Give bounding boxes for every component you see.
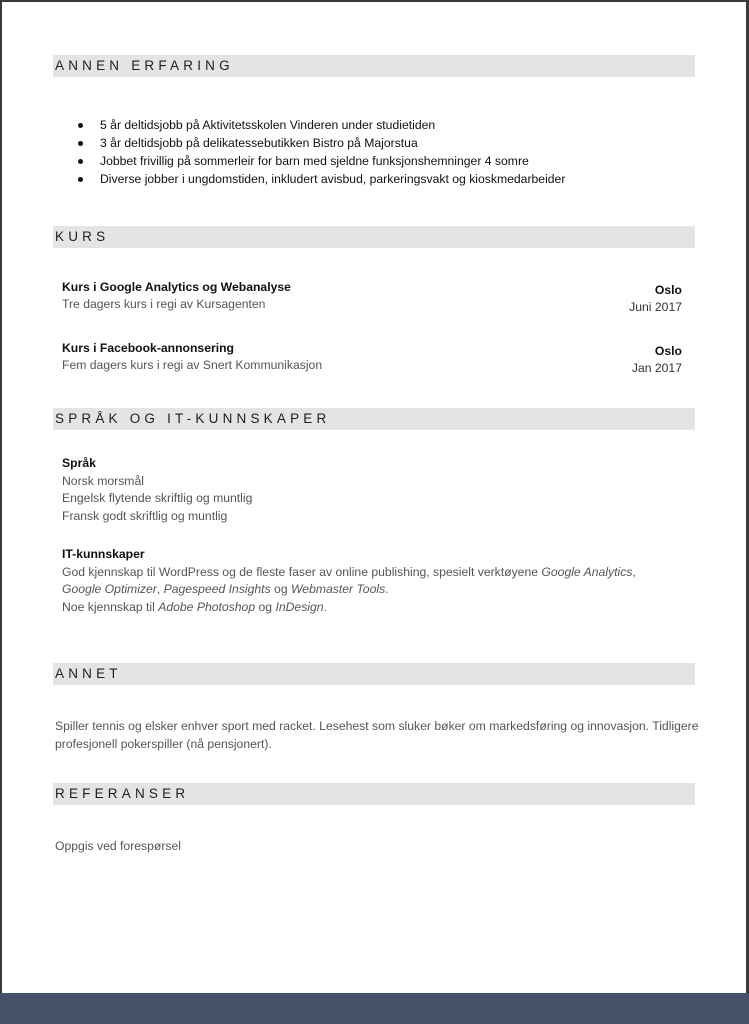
language-line: Fransk godt skriftlig og muntlig	[62, 508, 228, 523]
page-frame-top	[0, 0, 749, 2]
list-item	[78, 134, 565, 152]
list-item-text: 3 år deltidsjobb på delikatessebutikken Bistro på Majorstua	[100, 136, 418, 150]
course-date: Juni 2017	[629, 300, 682, 314]
section-header-courses	[53, 226, 695, 248]
section-title: SPRÅK OG IT-KUNNSKAPER	[55, 411, 331, 426]
text: ,	[632, 564, 636, 579]
it-skills-line	[62, 581, 692, 599]
other-text: Spiller tennis og elsker enhver sport med racket. Lesehest som sluker bøker om markedsføring og innovasjon. Tidligere profesjonell pokerspiller (nå pensjonert).	[55, 719, 699, 751]
it-skills-line	[62, 564, 692, 582]
section-title: KURS	[55, 229, 110, 244]
section-title: REFERANSER	[55, 786, 190, 801]
references-text: Oppgis ved forespørsel	[55, 839, 181, 853]
section-header-other-experience	[53, 55, 695, 77]
list-item-text: Jobbet frivillig på sommerleir for barn med sjeldne funksjonshemninger 4 somre	[100, 154, 529, 168]
bullet-icon	[78, 177, 83, 182]
tool-name: Adobe Photoshop	[158, 599, 256, 614]
course-description: Fem dagers kurs i regi av Snert Kommunikasjon	[62, 358, 323, 372]
tool-name: Google Optimizer	[62, 582, 157, 596]
section-title: ANNEN ERFARING	[55, 58, 234, 73]
language-line: Norsk morsmål	[62, 473, 144, 488]
bullet-icon	[78, 141, 83, 146]
language-line: Engelsk flytende skriftlig og muntlig	[62, 491, 253, 505]
course-title: Kurs i Facebook-annonsering	[62, 341, 235, 355]
text: og	[255, 599, 276, 614]
languages-heading: Språk	[62, 456, 96, 470]
text: .	[385, 582, 389, 596]
page-frame-left	[0, 0, 2, 993]
bullet-icon	[78, 159, 83, 164]
it-skills-block	[62, 546, 692, 616]
tool-name: Google Analytics	[541, 564, 633, 579]
course-location: Oslo	[654, 283, 682, 297]
list-item	[78, 170, 565, 188]
other-experience-list	[78, 116, 565, 188]
it-skills-line	[62, 599, 692, 617]
course-location: Oslo	[654, 344, 682, 358]
it-skills-heading: IT-kunnskaper	[62, 547, 145, 561]
text: Noe kjennskap til	[62, 599, 159, 614]
text: og	[270, 582, 292, 596]
course-description: Tre dagers kurs i regi av Kursagenten	[62, 297, 266, 311]
text: ,	[156, 582, 164, 596]
tool-name: Webmaster Tools	[291, 582, 386, 596]
list-item-text: 5 år deltidsjobb på Aktivitetsskolen Vinderen under studietiden	[100, 118, 436, 132]
section-header-references	[53, 783, 695, 805]
course-date: Jan 2017	[631, 361, 682, 375]
text: .	[323, 599, 327, 614]
bullet-icon	[78, 123, 83, 128]
tool-name: InDesign	[275, 599, 324, 614]
languages-block	[62, 455, 692, 525]
list-item	[78, 152, 565, 170]
course-title: Kurs i Google Analytics og Webanalyse	[62, 280, 291, 294]
section-title: ANNET	[55, 666, 122, 681]
list-item	[78, 116, 565, 134]
text: God kjennskap til WordPress og de fleste faser av online publishing, spesielt verktøyene	[62, 564, 542, 579]
section-header-other	[53, 663, 695, 685]
tool-name: Pagespeed Insights	[163, 582, 271, 596]
list-item-text: Diverse jobber i ungdomstiden, inkludert avisbud, parkeringsvakt og kioskmedarbeider	[100, 172, 566, 186]
footer-bar	[0, 993, 749, 1024]
section-header-skills	[53, 408, 695, 430]
